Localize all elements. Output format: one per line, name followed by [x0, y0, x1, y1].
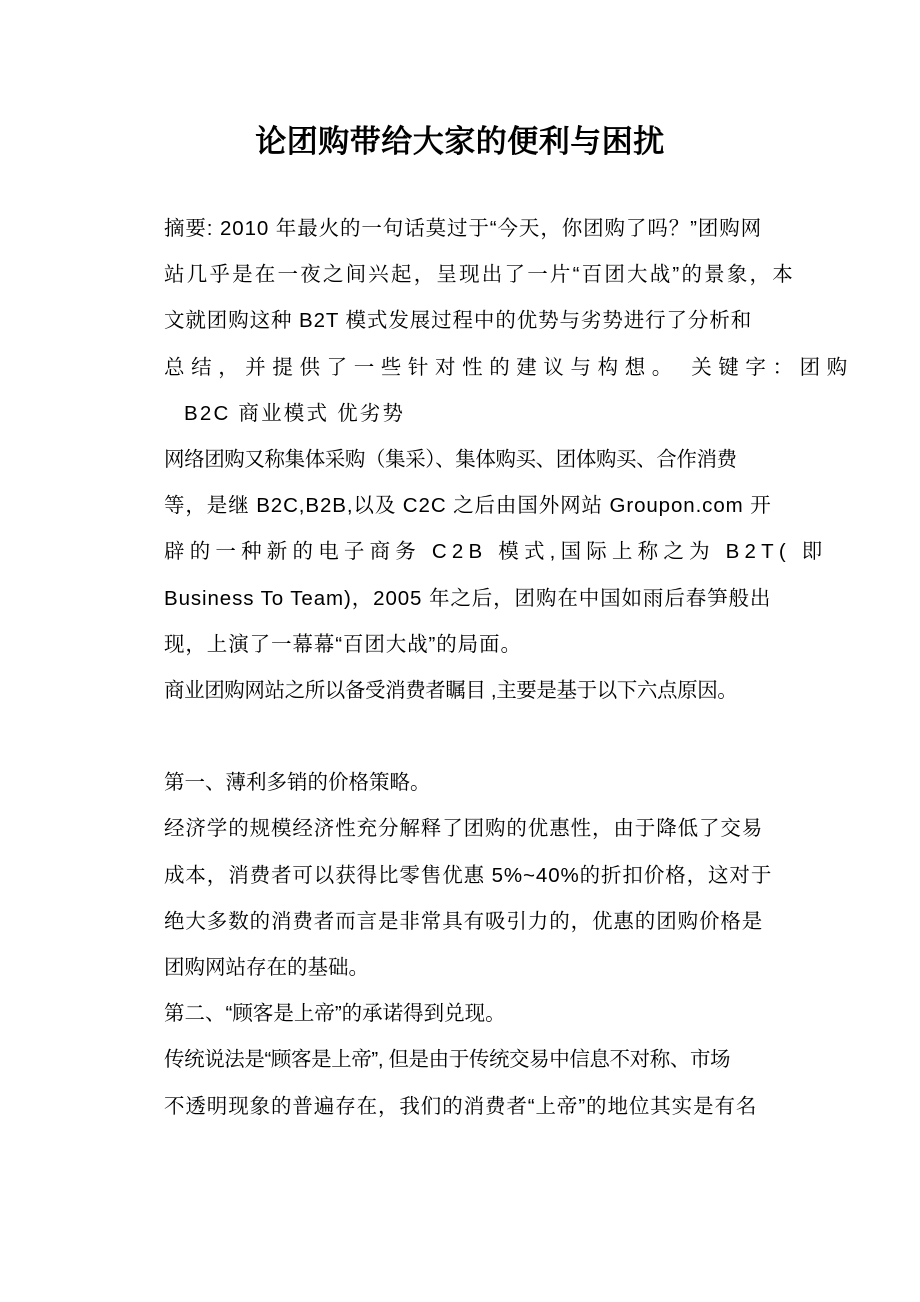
paragraph-line: 经济学的规模经济性充分解释了团购的优惠性，由于降低了交易: [164, 817, 764, 841]
abstract-line: 站几乎是在一夜之间兴起，呈现出了一片“百团大战”的景象，本: [164, 263, 795, 287]
paragraph-line: Business To Team)，2005 年之后，团购在中国如雨后春笋般出: [164, 586, 772, 610]
paragraph-line: 网络团购又称集体采购（集采）、集体购买、团体购买、合作消费: [164, 447, 737, 471]
document-body: [164, 206, 854, 1130]
paragraph-line: 传统说法是“顾客是上帝”, 但是由于传统交易中信息不对称、市场: [164, 1048, 731, 1072]
section-heading-line: 第一、薄利多销的价格策略。: [164, 771, 431, 795]
abstract-line: 文就团购这种 B2T 模式发展过程中的优势与劣势进行了分析和: [164, 309, 753, 333]
section-heading-line: 第二、“顾客是上帝”的承诺得到兑现。: [164, 1002, 506, 1026]
paragraph-line: 现，上演了一幕幕“百团大战”的局面。: [164, 632, 522, 656]
paragraph-line: 绝大多数的消费者而言是非常具有吸引力的，优惠的团购价格是: [164, 909, 764, 933]
abstract-line: 总结，并提供了一些针对性的建议与构想。 关键字：团购: [164, 355, 854, 379]
paragraph-line: 等，是继 B2C,B2B,以及 C2C 之后由国外网站 Groupon.com 开: [164, 494, 772, 518]
paragraph-line: 辟的一种新的电子商务 C2B 模式,国际上称之为 B2T( 即: [164, 540, 828, 564]
paragraph-line: 成本，消费者可以获得比零售优惠 5%~40%的折扣价格，这对于: [164, 863, 773, 887]
paragraph-spacer: [164, 714, 786, 760]
page-title: 论团购带给大家的便利与困扰: [255, 124, 665, 159]
abstract-keywords-line: B2C 商业模式 优劣势: [184, 401, 406, 425]
paragraph-line: 团购网站存在的基础。: [164, 956, 369, 979]
abstract-line: 摘要: 2010 年最火的一句话莫过于“今天，你团购了吗？”团购网: [164, 217, 763, 240]
paragraph-line: 不透明现象的普遍存在，我们的消费者“上帝”的地位其实是有名: [164, 1094, 758, 1118]
paragraph-line: 商业团购网站之所以备受消费者瞩目 ,主要是基于以下六点原因。: [164, 678, 738, 702]
